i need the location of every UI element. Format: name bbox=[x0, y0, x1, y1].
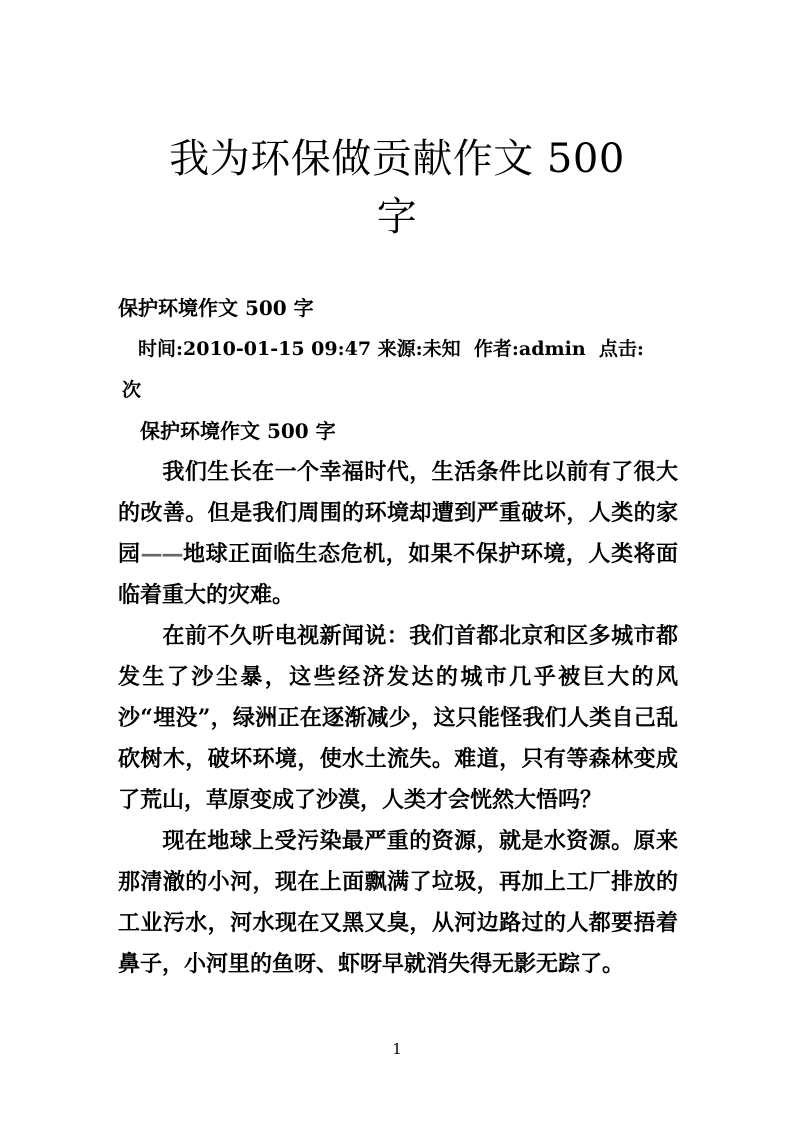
paragraph-3 bbox=[118, 821, 678, 985]
paragraph-2-text: 在前不久听电视新闻说：我们首都北京和区多城市都发生了沙尘暴，这些经济发达的城市几乎被巨大的风沙“埋没”，绿洲正在逐渐减少，这只能怪我们人类自己乱砍树木，破坏环境，使水土流失。难道，只有等森林变成了荒山，草原变成了沙漠，人类才会恍然大悟吗？ bbox=[118, 623, 678, 813]
page-title bbox=[97, 130, 697, 246]
em-dash: —— bbox=[140, 541, 183, 567]
article-subheading: 保护环境作文 500 字 bbox=[140, 419, 336, 443]
paragraph-1 bbox=[118, 452, 678, 616]
document-body bbox=[118, 288, 678, 985]
paragraph-1-text: 我们生长在一个幸福时代，生活条件比以前有了很大的改善。但是我们周围的环境却遭到严重破坏，人类的家园 bbox=[118, 459, 678, 567]
page-number: 1 bbox=[392, 1040, 402, 1058]
article-heading: 保护环境作文 500 字 bbox=[118, 296, 314, 320]
page-title-line-1: 我为环保做贡献作文 500 bbox=[169, 136, 625, 182]
article-meta-line-1: 时间:2010-01-15 09:47 来源:未知 作者:admin 点击: bbox=[138, 338, 644, 360]
page-title-line-2: 字 bbox=[376, 194, 418, 240]
paragraph-2 bbox=[118, 616, 678, 821]
paragraph-1-text-cont: 地球正面临生态危机，如果不保护环境，人类将面临着重大的灾难。 bbox=[118, 541, 678, 608]
paragraph-3-text: 现在地球上受污染最严重的资源，就是水资源。原来那清澈的小河，现在上面飘满了垃圾，再加上工厂排放的工业污水，河水现在又黑又臭，从河边路过的人都要捂着鼻子，小河里的鱼呀、虾呀早就消失得无影无踪了。 bbox=[118, 828, 678, 977]
article-meta-line-2: 次 bbox=[122, 379, 142, 401]
